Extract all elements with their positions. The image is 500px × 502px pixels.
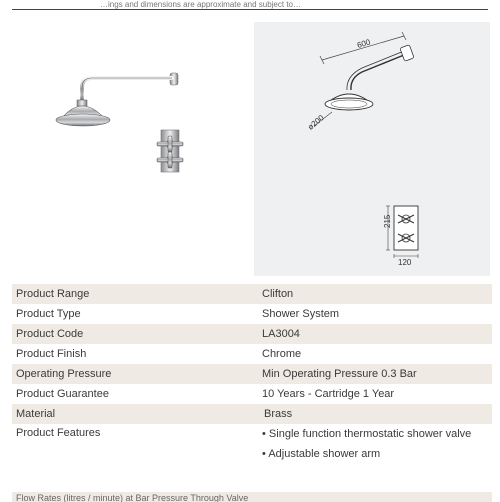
arm-length-label: 600 <box>356 37 372 50</box>
shower-system-image <box>22 22 234 218</box>
feature-list <box>262 424 488 464</box>
spec-row <box>12 404 492 424</box>
flow-rates-heading <box>12 492 492 502</box>
spec-row <box>12 364 492 384</box>
spec-row <box>12 324 492 344</box>
flow-rates-text: Flow Rates (litres / minute) at Bar Pressure Through Valve <box>16 493 249 502</box>
feature-item: • Single function thermostatic shower valve <box>262 424 488 444</box>
feature-item: • Adjustable shower arm <box>262 444 488 464</box>
spec-label: Product Range <box>12 284 256 304</box>
valve-drawing <box>386 206 418 258</box>
valve-height-label: 215 <box>383 214 392 228</box>
features-label: Product Features <box>12 424 256 464</box>
spec-value: 10 Years - Cartridge 1 Year <box>256 384 492 404</box>
spec-value: LA3004 <box>256 324 492 344</box>
spec-label: Operating Pressure <box>12 364 256 384</box>
header-cut-text: …ings and dimensions are approximate and subject to… <box>100 0 301 9</box>
spec-value: Chrome <box>256 344 492 364</box>
technical-drawing <box>254 22 490 276</box>
spec-value: Clifton <box>256 284 492 304</box>
spec-value: Min Operating Pressure 0.3 Bar <box>256 364 492 384</box>
spec-value: Shower System <box>256 304 492 324</box>
valve-width-label: 120 <box>398 258 412 267</box>
spec-label: Product Type <box>12 304 256 324</box>
spec-label: Product Guarantee <box>12 384 256 404</box>
product-photo <box>22 22 234 218</box>
spec-row <box>12 344 492 364</box>
spec-label: Material <box>12 404 256 424</box>
spec-label: Product Finish <box>12 344 256 364</box>
header-rule <box>12 9 488 10</box>
spec-value: Brass <box>256 404 492 424</box>
spec-row-features <box>12 424 492 464</box>
head-diameter-label: ø200 <box>305 113 326 132</box>
features-value <box>256 424 492 464</box>
spec-label: Product Code <box>12 324 256 344</box>
spec-row <box>12 384 492 404</box>
spec-row <box>12 284 492 304</box>
spec-row <box>12 304 492 324</box>
spec-table <box>12 284 492 464</box>
